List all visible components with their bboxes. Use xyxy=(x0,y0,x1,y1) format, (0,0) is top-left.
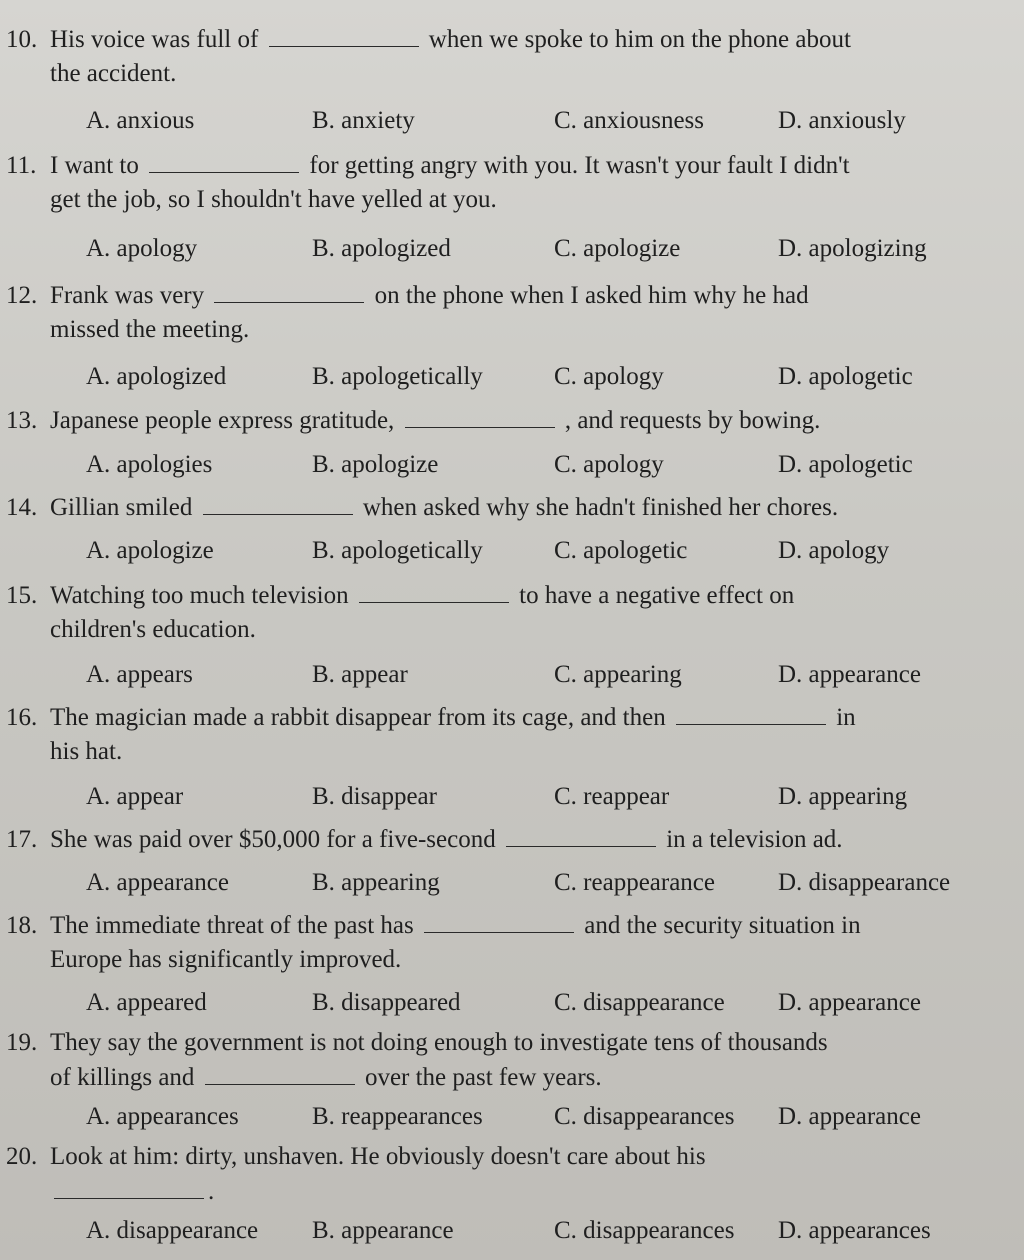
question-text-after: and the security situation in xyxy=(584,912,861,939)
question-text-before: The immediate threat of the past has xyxy=(50,912,414,939)
option-a: A. appearance xyxy=(86,869,229,896)
option-b: B. apologize xyxy=(312,451,439,478)
options-18 xyxy=(0,986,1024,1020)
option-d: D. appearance xyxy=(778,661,921,688)
option-b: B. apologized xyxy=(312,235,451,262)
options-17 xyxy=(0,866,1024,900)
option-d: D. appearance xyxy=(778,1103,921,1130)
option-c: C. apology xyxy=(554,451,664,478)
question-text-after: for getting angry with you. It wasn't your fault I didn't xyxy=(309,152,850,179)
question-text-continued: missed the meeting. xyxy=(50,316,250,343)
question-text-before: Watching too much television xyxy=(50,582,349,609)
question-18 xyxy=(6,908,1006,977)
question-text-before: I want to xyxy=(50,152,139,179)
question-text-before: Frank was very xyxy=(50,282,205,309)
option-d: D. apology xyxy=(778,537,890,564)
question-text-after: in a television ad. xyxy=(666,826,843,853)
question-text-continued: Europe has significantly improved. xyxy=(50,946,402,973)
option-c: C. reappear xyxy=(554,783,670,810)
option-a: A. appeared xyxy=(86,989,207,1016)
question-number: 13. xyxy=(6,407,38,434)
option-d: D. apologizing xyxy=(778,235,927,262)
option-c: C. apologize xyxy=(554,235,681,262)
option-b: B. anxiety xyxy=(312,107,415,134)
question-text-continued: children's education. xyxy=(50,616,256,643)
question-10 xyxy=(6,22,1006,91)
question-17 xyxy=(6,822,1006,857)
answer-blank xyxy=(214,278,364,303)
option-d: D. disappearance xyxy=(778,869,951,896)
question-text-before: His voice was full of xyxy=(50,26,259,53)
options-12 xyxy=(0,360,1024,394)
option-d: D. apologetic xyxy=(778,451,913,478)
option-d: D. appearances xyxy=(778,1217,931,1244)
question-text-continued xyxy=(6,1060,1006,1095)
option-c: C. anxiousness xyxy=(554,107,704,134)
option-d: D. anxiously xyxy=(778,107,906,134)
question-text-continued-after: over the past few years. xyxy=(364,1064,602,1091)
option-c: C. disappearances xyxy=(554,1217,735,1244)
option-b: B. disappear xyxy=(312,783,437,810)
question-text-continued: get the job, so I shouldn't have yelled at you. xyxy=(50,186,497,213)
option-a: A. apologize xyxy=(86,537,214,564)
option-b: B. reappearances xyxy=(312,1103,483,1130)
option-c: C. disappearances xyxy=(554,1103,735,1130)
option-b: B. appear xyxy=(312,661,408,688)
answer-blank xyxy=(676,700,826,725)
question-number: 16. xyxy=(6,704,38,731)
option-b: B. appearing xyxy=(312,869,440,896)
question-text-before: Look at him: dirty, unshaven. He obviously doesn't care about his xyxy=(50,1143,706,1170)
question-number: 17. xyxy=(6,826,38,853)
question-text-continued: the accident. xyxy=(50,60,177,87)
option-a: A. apologies xyxy=(86,451,213,478)
options-14 xyxy=(0,534,1024,568)
option-d: D. appearing xyxy=(778,783,908,810)
question-text-before: They say the government is not doing enough to investigate tens of thousands xyxy=(50,1029,828,1056)
option-a: A. apology xyxy=(86,235,198,262)
option-b: B. apologetically xyxy=(312,537,483,564)
question-text-continued xyxy=(6,1174,1006,1209)
question-number: 18. xyxy=(6,912,38,939)
question-number: 20. xyxy=(6,1143,38,1170)
options-20 xyxy=(0,1214,1024,1248)
question-12 xyxy=(6,278,1006,347)
option-a: A. anxious xyxy=(86,107,195,134)
answer-blank xyxy=(269,22,419,47)
option-b: B. apologetically xyxy=(312,363,483,390)
question-text-before: Japanese people express gratitude, xyxy=(50,407,395,434)
options-16 xyxy=(0,780,1024,814)
option-a: A. appears xyxy=(86,661,193,688)
question-number: 11. xyxy=(6,152,37,179)
answer-blank xyxy=(405,403,555,428)
question-text-continued-before: of killings and xyxy=(50,1064,195,1091)
question-text-after: in xyxy=(836,704,856,731)
question-16 xyxy=(6,700,1006,769)
option-b: B. appearance xyxy=(312,1217,454,1244)
question-text-before: Gillian smiled xyxy=(50,494,193,521)
question-text-after: on the phone when I asked him why he had xyxy=(374,282,809,309)
question-text-before: The magician made a rabbit disappear from its cage, and then xyxy=(50,704,666,731)
answer-blank xyxy=(359,578,509,603)
options-19 xyxy=(0,1100,1024,1134)
options-11 xyxy=(0,232,1024,266)
question-text-after: when we spoke to him on the phone about xyxy=(428,26,851,53)
answer-blank xyxy=(54,1174,204,1199)
question-text-before: She was paid over $50,000 for a five-second xyxy=(50,826,496,853)
option-d: D. appearance xyxy=(778,989,921,1016)
question-text-continued: his hat. xyxy=(50,738,123,765)
options-13 xyxy=(0,448,1024,482)
option-c: C. apologetic xyxy=(554,537,688,564)
question-13 xyxy=(6,403,1006,438)
question-14 xyxy=(6,490,1006,525)
question-20 xyxy=(6,1140,1006,1209)
option-a: A. appear xyxy=(86,783,184,810)
question-number: 15. xyxy=(6,582,38,609)
question-11 xyxy=(6,148,1006,217)
answer-blank xyxy=(506,822,656,847)
option-d: D. apologetic xyxy=(778,363,913,390)
option-a: A. appearances xyxy=(86,1103,239,1130)
answer-blank xyxy=(424,908,574,933)
question-text-after: when asked why she hadn't finished her chores. xyxy=(362,494,839,521)
question-text-after: to have a negative effect on xyxy=(519,582,795,609)
option-a: A. apologized xyxy=(86,363,227,390)
option-c: C. apology xyxy=(554,363,664,390)
option-c: C. reappearance xyxy=(554,869,715,896)
question-number: 19. xyxy=(6,1029,38,1056)
question-number: 14. xyxy=(6,494,38,521)
answer-blank xyxy=(205,1060,355,1085)
option-a: A. disappearance xyxy=(86,1217,259,1244)
question-19 xyxy=(6,1026,1006,1095)
option-c: C. disappearance xyxy=(554,989,725,1016)
question-15 xyxy=(6,578,1006,647)
question-number: 12. xyxy=(6,282,38,309)
options-15 xyxy=(0,658,1024,692)
answer-blank xyxy=(149,148,299,173)
option-b: B. disappeared xyxy=(312,989,461,1016)
question-number: 10. xyxy=(6,26,38,53)
options-10 xyxy=(0,104,1024,138)
question-text-after: , and requests by bowing. xyxy=(564,407,821,434)
question-text-continued-after: . xyxy=(208,1178,215,1205)
option-c: C. appearing xyxy=(554,661,682,688)
answer-blank xyxy=(203,490,353,515)
